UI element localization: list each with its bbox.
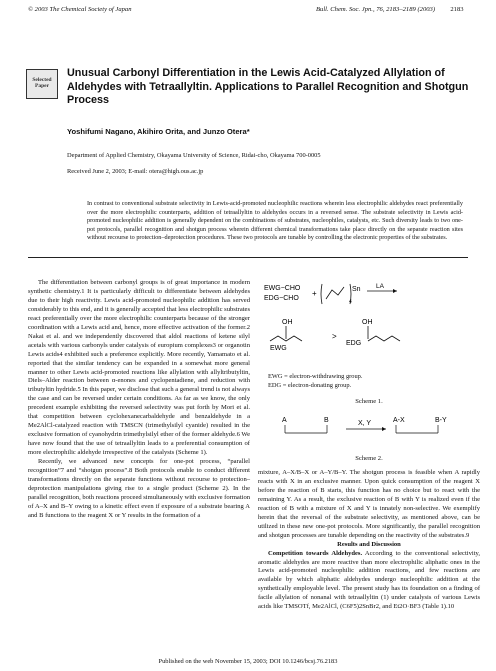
scheme-1 (262, 279, 477, 369)
product-edg-label: EDG (346, 340, 362, 347)
scheme-2 (268, 414, 468, 444)
product-chain-2 (368, 336, 400, 341)
function-a: A (282, 417, 287, 424)
header-copyright: © 2003 The Chemical Society of Japan (28, 6, 132, 13)
reactant-ewg-cho: EWG−CHO (264, 285, 301, 292)
product-oh-2: OH (362, 319, 373, 326)
legend-ewg: EWG = electron-withdrawing group. (268, 373, 363, 380)
journal-citation: Bull. Chem. Soc. Jpn., 76, 2183–2189 (2003) (316, 6, 436, 13)
bracket-left (321, 284, 322, 304)
page-number: 2183 (450, 6, 464, 13)
plus-sign: + (312, 289, 317, 298)
received-line: Received June 2, 2003; E-mail: otera@high.ous.ac.jp (67, 168, 204, 175)
subsection-text: According to the conventional selectivity, aromatic aldehydes are more reactive than more electrophilic aliphatic ones in the Lewis acid-promoted nucleophilic addition reactions, and few reactions are available by which aliphatic aldehydes undergo nucleophilic addition at the synthetically employable level. The present study has its foundation on a finding of facile allylation of nonanal with tetraallyltin (1) under catalysis of various Lewis acids like TMSOTf, Me2AlCl, (C6F5)2SnBr2, and Et2O·BF3 (Table 1).10 (258, 549, 480, 611)
tin-label: Sn (352, 286, 361, 293)
arrow-label-la: LA (376, 283, 384, 290)
tin-subscript: 4 (349, 299, 352, 305)
legend-edg: EDG = electron-donating group. (268, 381, 352, 389)
function-b: B (324, 417, 329, 424)
scheme-2-caption: Scheme 2. (355, 455, 383, 462)
scheme-1-drawing (262, 279, 477, 369)
arrowhead (393, 289, 397, 293)
divider (28, 257, 468, 258)
reactant-edg-cho: EDG−CHO (264, 295, 299, 302)
header-journal (316, 6, 464, 13)
affiliation: Department of Applied Chemistry, Okayama University of Science, Ridai-cho, Okayama 700-0005 (67, 152, 321, 159)
left-column (28, 279, 250, 521)
paper-title: Unusual Carbonyl Differentiation in the Lewis Acid-Catalyzed Allylation of Aldehydes with Tetraallyltin. Applications to Parallel Recognition and Shotgun Process (67, 67, 469, 107)
subsection-heading: Competition towards Aldehydes. (268, 549, 363, 557)
paragraph-competition (258, 550, 480, 613)
product-ewg-label: EWG (270, 345, 287, 352)
paragraph-intro: The differentiation between carbonyl groups is of great importance in modern synthetic chemistry.1 It is particularly difficult to differentiate between aldehydes due to their high reactivity. Lewis acid-promoted nucleophilic addition has served considerably to this end, and it is generally accepted that less electrophilic substrates react preferentially over the more electrophilic counterparts because of the stronger coordination with a Lewis acid and, hence, more effective activation of the former.2 Nakai et al. and we independently discovered that aldol reactions of ketene silyl acetals with various carbonyls under catalysis of europium complexes3 or organotin Lewis acids4 exhibited such a preference explicitly. More recently, Yamamato et al. reported that the similar tendency can be expanded in a somewhat more general manner to other Lewis acid-promoted reactions like allylation with allyltributyltin, Diels–Alder reaction between α-enones and cyclopentadiene, and reduction with tributyltin hydride.5 In this paper, we disclose that such a general trend is not always the case and can be reversed under certain conditions. As far as we know, the only precedent example exhibiting the reversed selectivity was put forth by Mori et al. that competition between cyclohexanecarbaldehyde and benzaldehyde in a Me2AlCl-catalyzed reaction with TMSCN (trimethylsilyl cyanide) resulted in the exclusive formation of cyanohydrin trimethylsilyl ether of the former aldehyde.6 We have now found that the use of tetraallyltin leads to a preferential consumption of more electrophilic aldehyde irrespective of the catalysts (Scheme 1). (28, 279, 250, 457)
greater-than-sign: > (332, 332, 337, 341)
scheme-2-arrowhead (382, 427, 386, 431)
product-oh-1: OH (282, 319, 293, 326)
scheme-2-drawing (268, 414, 468, 444)
product-a-x: A-X (393, 417, 405, 424)
paragraph-shotgun: mixture, A–X/B–X or A–Y/B–Y. The shotgun process is feasible when A rapidly reacts with X in an exclusive manner. Upon quick consumption of the reagent X before the reaction of B starts, this function has no choice but to react with the remaining Y. As a result, the exclusive reaction of B with Y is realized even if the reaction of B with a mixture of X and Y is innately non-selective. We exemplify herein that the reversal of the substrate selectivity, as mentioned above, can be utilized in these new one-pot protocols. More significantly, the parallel recognition and shotgun processes are tunable depending on the reactivity of the substrates.9 (258, 469, 480, 539)
product-b-y: B-Y (435, 417, 447, 424)
paper-authors: Yoshifumi Nagano, Akihiro Orita, and Junzo Otera* (67, 127, 250, 136)
scheme-1-legend (268, 373, 362, 390)
right-column (258, 469, 480, 612)
footer-doi: Published on the web November 15, 2003; DOI 10.1246/bcsj.76.2183 (158, 658, 338, 665)
arrow-label-xy: X, Y (358, 420, 372, 427)
selected-paper-logo: Selected Paper (26, 69, 58, 99)
scheme-1-caption: Scheme 1. (355, 398, 383, 405)
allyl-group (326, 287, 344, 299)
section-heading: Results and Discussion (337, 540, 401, 548)
paragraph-concepts: Recently, we advanced new concepts for one-pot process, “parallel recognition”7 and “shotgun process”.8 Both protocols enable to conduct different transformations directly on the separate functions without recourse to protection–deprotection manipulations giving rise to a single product (Scheme 2). In the parallel recognition, both reactions proceed simultaneously with exclusive formation of A–X and B–Y owing to a kinetic effect even if exposure of a substrate bearing A and B functions to the reagent X or Y results in the formation of a (28, 458, 250, 519)
abstract: In contrast to conventional substrate selectivity in Lewis-acid-promoted nucleophilic reactions wherein less electrophilic aldehydes react preferentially over the more electrophilic counterparts, addition of tetraallyltin to aldehydes occurs in a reversed sense. The substrate selectivity in Lewis acid-promoted nucleophilic addition is generally dependent on the combinations of substrates, nucleophiles, catalysts, etc. Such diversity leads to two one-pot protocols, parallel recognition and shotgun process wherein different chemical transformations take place directly on the separate reaction sites without recourse to protection–deprotection procedures. These two protocols are tunable by controlling the electronic properties of the substrates. (87, 200, 463, 242)
